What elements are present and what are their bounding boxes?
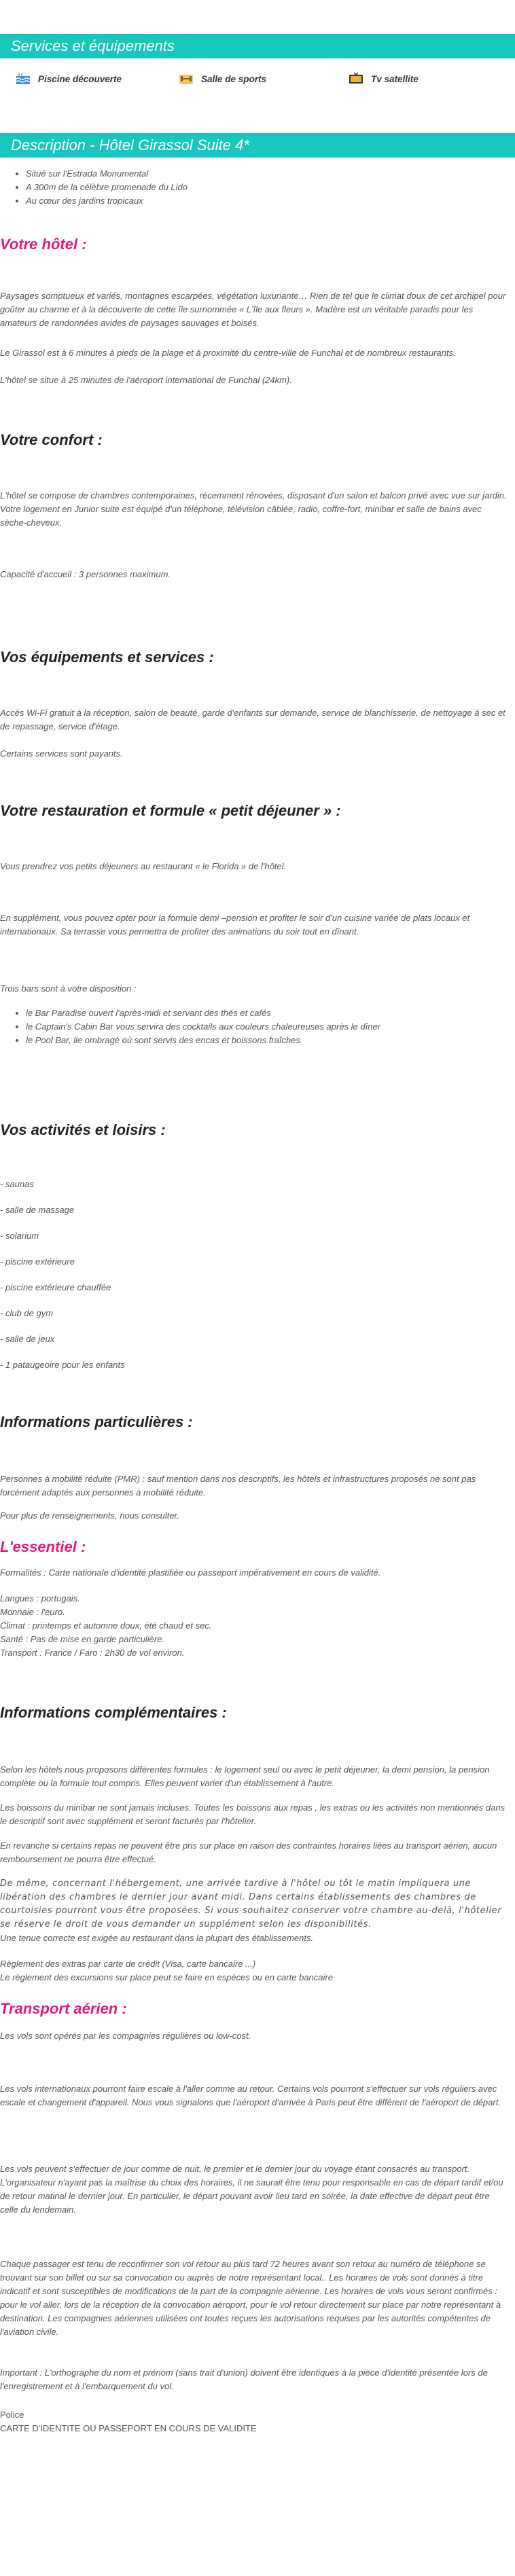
section-heading: Votre confort : [0,431,103,448]
transport-police: Police [0,2410,24,2420]
confort-paragraph: L'hôtel se compose de chambres contemporaines, récemment rénovées, disposant d'un salon et balcon privé avec vue sur jardin. Votre logement en Junior suite est équipé d'un téléphone, télévision câblée, radio, coffre-fort, minibar et salle de bains avec sèche-cheveux. [0,490,507,528]
particulieres-section [0,1413,515,1432]
particulieres-paragraph: Pour plus de renseignements, nous consulter. [0,1510,180,1521]
service-label: Salle de sports [201,73,267,84]
complementaires-paragraph [0,1877,515,1931]
service-label: Piscine découverte [38,73,122,84]
list-item: • le Pool Bar, lie ombragé où sont servis des encas et boissons fraîches [26,1034,515,1047]
hotel-paragraph: L'hôtel se situe à 25 minutes de l'aéroport international de Funchal (24km). [0,375,292,385]
restauration-paragraph: Vous prendrez vos petits déjeuners au restaurant « le Florida » de l'hôtel. [0,861,287,871]
section-heading: Votre restauration et formule « petit déjeuner » : [0,802,341,819]
activity-item: - club de gym [0,1308,54,1318]
confort-section [0,431,515,450]
description-bullets [0,167,515,208]
transport-paragraph: Chaque passager est tenu de reconfirmer son vol retour au plus tard 72 heures avant son retour au numéro de téléphone se trouvant sur son billet ou sur sa convocation ou auprès de notre représentant local.. Les horaires de vols sont donnés à titre indicatif et sont susceptibles de modifications de la part de la compagnie aérienne. Les horaires de vols vous seront confirmés : pour le vol aller, lors de la réception de la convocation aéroport, pour le vol retour directement sur place par notre représentant à destination. Les compagnies aériennes utilisées ont toutes reçues les autorisations requises par les autorités compétentes de l'aviation civile. [0,2259,501,2337]
list-item: • A 300m de la célèbre promenade du Lido [26,181,515,194]
transport-paragraph: Important : L'orthographe du nom et prénom (sans trait d'union) doivent être identiques à la pièce d'identité présentée lors de l'enregistrement et à l'embarquement du vol. [0,2368,488,2391]
complementaires-text: De même, concernant l'hébergement, une arrivée tardive à l'hôtel ou tôt le matin impliquera une libération des chambres le dernier jour avant midi. Dans certains établissements des chambres de courtoisies pourront vous être proposées. Si vous souhaitez conserver votre chambre au-delà, l'hôtelier se réserve le droit de vous demander un supplément selon les disponibilités. [0,1879,502,1929]
restauration-paragraph: Trois bars sont à votre disposition : [0,983,137,994]
restauration-paragraph: En supplément, vous pouvez opter pour la formule demi –pension et profiter le soir d'un cuisine variée de plats locaux et internationaux. Sa terrasse vous permettra de profiter des animations du soir tout en dînant. [0,913,470,937]
activity-item: - solarium [0,1231,39,1241]
list-item: • Situé sur l'Estrada Monumental [26,167,515,181]
hotel-paragraph: Le Girassol est à 6 minutes à pieds de la plage et à proximité du centre-ville de Funchal et de nombreux restaurants. [0,348,456,358]
section-heading: Informations complémentaires : [0,1704,227,1721]
essentiel-line: Transport : France / Faro : 2h30 de vol environ. [0,1648,185,1658]
transport-id-note: CARTE D'IDENTITE OU PASSEPORT EN COURS DE VALIDITE [0,2423,257,2433]
hotel-section [0,235,515,254]
description-title: Description - Hôtel Girassol Suite 4* [0,133,515,158]
transport-paragraph: Les vols sont opérés par les compagnies régulières ou low-cost. [0,2031,251,2041]
list-item: • Au cœur des jardins tropicaux [26,194,515,208]
complementaires-paragraph: Les boissons du minibar ne sont jamais incluses. Toutes les boissons aux repas , les extras ou les activités non mentionnés dans le descriptif sont avec supplément et seront facturés par l'hôtelier. [0,1802,505,1826]
section-heading: Vos activités et loisirs : [0,1121,166,1138]
essentiel-section [0,1538,515,1557]
essentiel-line: Langues : portugais. [0,1593,80,1603]
transport-paragraph: Les vols peuvent s'effectuer de jour comme de nuit, le premier et le dernier jour du voyage étant consacrés au transport. L'organisateur n'ayant pas la maîtrise du choix des horaires, il ne saurait être tenu pour responsable en cas de départ tardif et/ou de retour matinal le dernier jour. En particulier, le départ pouvant avoir lieu tard en soirée, la date effective de départ peut être celle du lendemain. [0,2164,503,2215]
activity-item: - salle de jeux [0,1334,55,1344]
restauration-section [0,801,515,820]
equipements-section [0,648,515,667]
gym-icon [178,72,194,86]
confort-paragraph: Capacité d'accueil : 3 personnes maximum. [0,569,171,579]
section-heading: Transport aérien : [0,2000,127,2017]
service-item-tv [348,69,419,88]
essentiel-line: Monnaie : l'euro. [0,1607,65,1617]
bars-list [0,1006,515,1047]
particulieres-paragraph: Personnes à mobilité réduite (PMR) : sauf mention dans nos descriptifs, les hôtels et infrastructures proposés ne sont pas forcément adaptés aux personnes à mobilité réduite. [0,1474,476,1498]
activity-item: - 1 pataugeoire pour les enfants [0,1360,125,1370]
activity-item: - piscine extérieure chauffée [0,1282,111,1292]
complementaires-paragraph: Règlement des extras par carte de crédit (Visa, carte bancaire ...) [0,1959,256,1969]
activites-section [0,1121,515,1140]
activity-item: - salle de massage [0,1205,75,1215]
essentiel-line: Santé : Pas de mise en garde particulière. [0,1634,165,1644]
services-title: Services et équipements [0,34,515,58]
equipements-paragraph: Accès Wi-Fi gratuit à la réception, salon de beauté, garde d'enfants sur demande, service de blanchisserie, de nettoyage à sec et de repassage, service d'étage. [0,708,505,731]
transport-paragraph: Les vols internationaux pourront faire escale à l'aller comme au retour. Certains vols pourront s'effectuer sur vols réguliers avec escale et changement d'appareil. Nous vous signalons que l'aéroport d'arrivée à Paris peut être différent de l'aéroport de départ. [0,2084,501,2107]
essentiel-formalites: Formalités : Carte nationale d'identité plastifiée ou passeport impérativement en cours de validité. [0,1567,381,1578]
complementaires-paragraph: En revanche si certains repas ne peuvent être pris sur place en raison des contraintes horaires liées au transport aérien, aucun remboursement ne pourra être effectué. [0,1840,497,1864]
transport-section [0,1999,515,2018]
complementaires-paragraph: Le règlement des excursions sur place peut se faire en espèces ou en carte bancaire [0,1972,333,1982]
hotel-paragraph: Paysages somptueux et variés, montagnes escarpées, végétation luxuriante… Rien de tel que le climat doux de cet archipel pour goûter au charme et à la découverte de cette île surnommée « L'île aux fleurs ». Madère est un véritable paradis pour les amateurs de randonnées avides de paysages sauvages et boisés. [0,291,506,328]
activity-item: - piscine extérieure [0,1256,75,1267]
service-item-gym [178,69,266,88]
list-item: • le Captain's Cabin Bar vous servira des cocktails aux couleurs chaleureuses après le dîner [26,1020,515,1034]
complementaires-paragraph: Une tenue correcte est exigée au restaurant dans la plupart des établissements. [0,1933,314,1943]
essentiel-line: Climat : printemps et automne doux, été chaud et sec. [0,1620,212,1631]
services-list [0,69,515,88]
section-heading: L'essentiel : [0,1538,86,1555]
section-heading: Vos équipements et services : [0,649,214,666]
pool-icon [15,72,31,86]
service-item-pool [15,69,122,88]
complementaires-paragraph: Selon les hôtels nous proposons différentes formules : le logement seul ou avec le petit déjeuner, la demi pension, la pension complète ou la formule tout compris. Elles peuvent varier d'un établissement à l'autre. [0,1764,490,1788]
service-label: Tv satellite [371,73,419,84]
list-item: • le Bar Paradise ouvert l'après-midi et servant des thés et cafés [26,1006,515,1020]
section-heading: Informations particulières : [0,1413,193,1430]
tv-icon [348,72,364,86]
activity-item: - saunas [0,1179,34,1189]
equipements-paragraph: Certains services sont payants. [0,748,123,759]
complementaires-section [0,1703,515,1722]
section-heading: Votre hôtel : [0,236,87,253]
